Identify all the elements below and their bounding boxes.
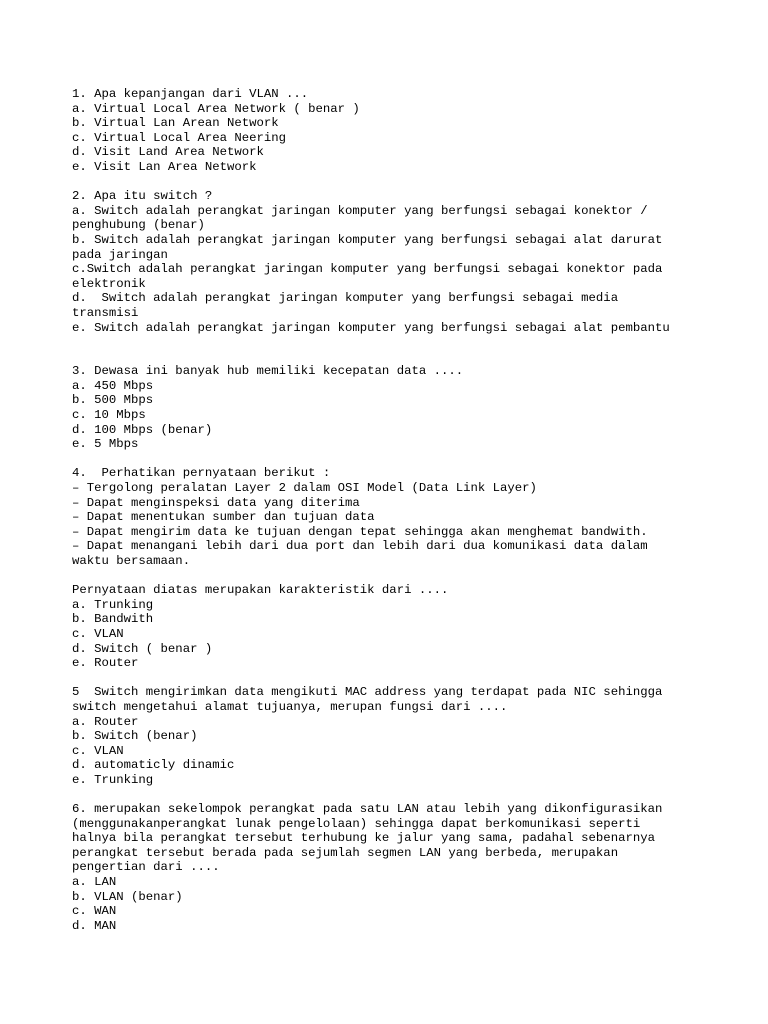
answer-option-c-cont: elektronik [72,276,146,291]
answer-option-a-cont: penghubung (benar) [72,218,205,233]
answer-option-d: d. 100 Mbps (benar) [72,422,213,437]
question-6 [72,802,752,933]
answer-option-b-cont: pada jaringan [72,247,168,262]
spacer [72,569,752,584]
spacer [72,671,752,686]
answer-option-a: a. 450 Mbps [72,378,154,393]
answer-option-e: e. Switch adalah perangkat jaringan komputer yang berfungsi sebagai alat pembantu [72,320,670,335]
answer-option-e: e. Trunking [72,772,154,787]
question-text: 2. Apa itu switch ? [72,189,213,204]
answer-option-d: d. automaticly dinamic [72,758,235,773]
answer-option-d: d. Switch adalah perangkat jaringan komputer yang berfungsi sebagai media [72,291,619,306]
statement-item: – Dapat menangani lebih dari dua port dan lebih dari dua komunikasi data dalam [72,539,648,554]
spacer [72,335,752,364]
answer-option-d: d. Switch ( benar ) [72,641,213,656]
spacer [72,788,752,803]
statement-item: – Dapat menentukan sumber dan tujuan data [72,510,375,525]
answer-option-e: e. 5 Mbps [72,437,139,452]
question-3 [72,364,752,452]
question-text: 1. Apa kepanjangan dari VLAN ... [72,87,309,101]
question-1 [72,87,752,175]
statement-item: – Tergolong peralatan Layer 2 dalam OSI Model (Data Link Layer) [72,481,537,496]
answer-option-a: a. Switch adalah perangkat jaringan komputer yang berfungsi sebagai konektor / [72,203,648,218]
question-2 [72,189,752,335]
answer-option-d: d. Visit Land Area Network [72,145,264,160]
answer-option-a: a. Virtual Local Area Network ( benar ) [72,101,360,116]
answer-option-c: c.Switch adalah perangkat jaringan komputer yang berfungsi sebagai konektor pada [72,262,663,277]
answer-option-c: c. 10 Mbps [72,408,146,423]
answer-option-c: c. Virtual Local Area Neering [72,130,287,145]
question-text-cont: (menggunakanperangkat lunak pengelolaan) sehingga dapat berkomunikasi seperti [72,816,641,831]
statement-item: – Dapat mengirim data ke tujuan dengan tepat sehingga akan menghemat bandwith. [72,524,648,539]
answer-option-b: b. Bandwith [72,612,154,627]
answer-option-c: c. VLAN [72,743,124,758]
document-page [72,87,752,933]
answer-option-d-cont: transmisi [72,305,139,320]
answer-option-b: b. 500 Mbps [72,393,154,408]
spacer [72,175,752,190]
question-text: Pernyataan diatas merupakan karakteristik dari .... [72,583,449,598]
question-text: 3. Dewasa ini banyak hub memiliki kecepatan data .... [72,364,464,379]
question-4-options [72,583,752,671]
statement-item-cont: waktu bersamaan. [72,554,191,568]
answer-option-a: a. Trunking [72,597,154,612]
question-5 [72,685,752,787]
answer-option-b: b. Switch adalah perangkat jaringan komputer yang berfungsi sebagai alat darurat [72,232,663,247]
answer-option-e: e. Visit Lan Area Network [72,159,257,174]
answer-option-a: a. LAN [72,875,117,890]
answer-option-b: b. Switch (benar) [72,729,198,744]
answer-option-b: b. VLAN (benar) [72,889,183,904]
answer-option-e: e. Router [72,656,139,671]
answer-option-d: d. MAN [72,918,117,933]
question-text-cont: pengertian dari .... [72,860,220,875]
answer-option-c: c. WAN [72,904,117,919]
answer-option-c: c. VLAN [72,626,124,641]
question-text: 5 Switch mengirimkan data mengikuti MAC address yang terdapat pada NIC sehingga [72,685,663,700]
question-text: 6. merupakan sekelompok perangkat pada satu LAN atau lebih yang dikonfigurasikan [72,802,663,817]
question-text-cont: halnya bila perangkat tersebut terhubung ke jalur yang sama, padahal sebenarnya [72,831,655,846]
answer-option-a: a. Router [72,714,139,729]
question-text-cont: switch mengetahui alamat tujuanya, merupan fungsi dari .... [72,699,508,714]
answer-option-b: b. Virtual Lan Arean Network [72,116,279,131]
question-text-cont: perangkat tersebut berada pada sejumlah segmen LAN yang berbeda, merupakan [72,845,619,860]
question-4 [72,466,752,568]
spacer [72,452,752,467]
statement-item: – Dapat menginspeksi data yang diterima [72,495,360,510]
question-text: 4. Perhatikan pernyataan berikut : [72,466,331,481]
